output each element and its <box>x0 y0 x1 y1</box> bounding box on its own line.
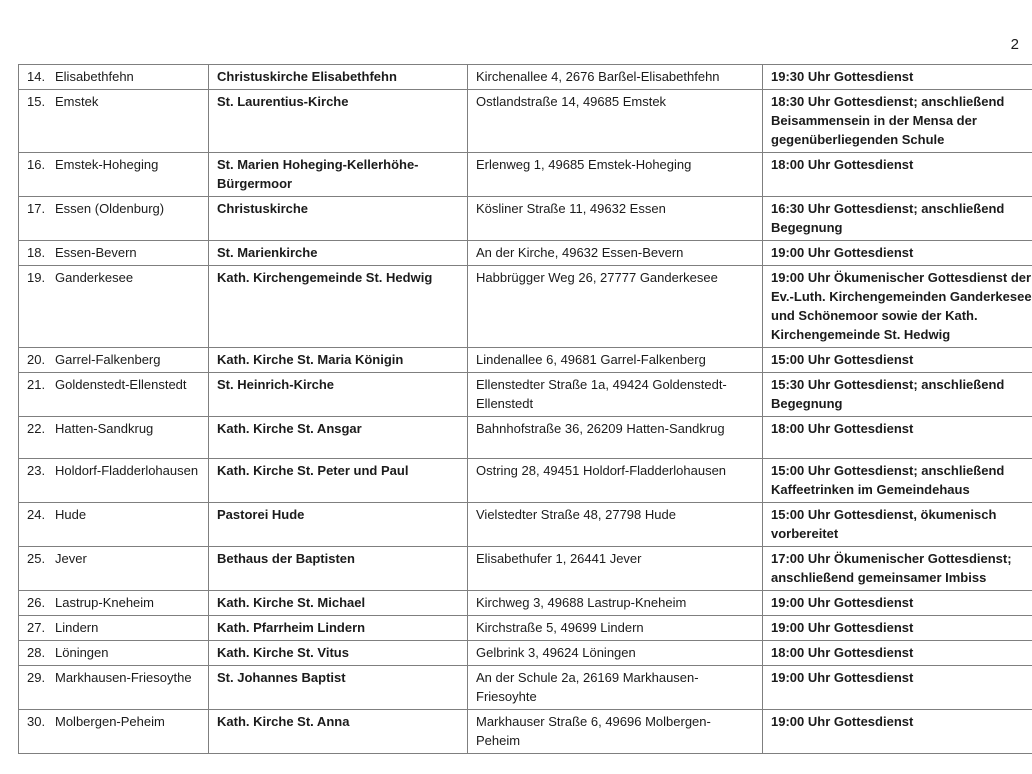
place-name: Elisabethfehn <box>55 69 134 84</box>
church-cell: Kath. Kirche St. Michael <box>209 591 468 616</box>
church-cell: Kath. Kirchengemeinde St. Hedwig <box>209 266 468 348</box>
church-cell: St. Marien Hoheging-Kellerhöhe-Bürgermoor <box>209 153 468 197</box>
address-cell: An der Schule 2a, 26169 Markhausen-Friesoyhte <box>468 666 763 710</box>
table-row <box>19 641 1032 666</box>
place-name: Hatten-Sandkrug <box>55 421 154 436</box>
row-number: 22. <box>27 421 46 436</box>
place-cell <box>19 666 209 710</box>
address-cell: Bahnhofstraße 36, 26209 Hatten-Sandkrug <box>468 417 763 459</box>
place-name: Jever <box>55 551 87 566</box>
service-cell: 18:00 Uhr Gottesdienst <box>763 153 1032 197</box>
place-cell <box>19 547 209 591</box>
place-name: Lastrup-Kneheim <box>55 595 154 610</box>
place-name: Essen-Bevern <box>55 245 137 260</box>
place-cell <box>19 459 209 503</box>
service-cell: 19:00 Uhr Gottesdienst <box>763 710 1032 754</box>
table-row <box>19 503 1032 547</box>
row-number: 21. <box>27 377 46 392</box>
church-cell: Kath. Kirche St. Vitus <box>209 641 468 666</box>
service-cell: 19:00 Uhr Gottesdienst <box>763 666 1032 710</box>
service-cell: 18:00 Uhr Gottesdienst <box>763 417 1032 459</box>
place-cell <box>19 710 209 754</box>
row-number: 28. <box>27 645 46 660</box>
place-name: Holdorf-Fladderlohausen <box>55 463 199 478</box>
place-cell <box>19 241 209 266</box>
service-cell: 15:00 Uhr Gottesdienst <box>763 348 1032 373</box>
place-name: Löningen <box>55 645 109 660</box>
table-row <box>19 616 1032 641</box>
row-number: 27. <box>27 620 46 635</box>
address-cell: An der Kirche, 49632 Essen-Bevern <box>468 241 763 266</box>
place-cell <box>19 641 209 666</box>
service-cell: 18:30 Uhr Gottesdienst; anschließend Beisammensein in der Mensa der gegenüberliegenden Schule <box>763 90 1032 153</box>
table-row <box>19 666 1032 710</box>
place-cell <box>19 153 209 197</box>
place-cell <box>19 417 209 459</box>
address-cell: Habbrügger Weg 26, 27777 Ganderkesee <box>468 266 763 348</box>
service-cell: 19:30 Uhr Gottesdienst <box>763 65 1032 90</box>
service-cell: 15:00 Uhr Gottesdienst; anschließend Kaffeetrinken im Gemeindehaus <box>763 459 1032 503</box>
address-cell: Kirchweg 3, 49688 Lastrup-Kneheim <box>468 591 763 616</box>
table-row <box>19 547 1032 591</box>
church-cell: Kath. Kirche St. Peter und Paul <box>209 459 468 503</box>
address-cell: Ostlandstraße 14, 49685 Emstek <box>468 90 763 153</box>
table-row <box>19 417 1032 459</box>
service-cell: 19:00 Uhr Gottesdienst <box>763 591 1032 616</box>
row-number: 18. <box>27 245 46 260</box>
place-name: Ganderkesee <box>55 270 134 285</box>
service-cell: 16:30 Uhr Gottesdienst; anschließend Begegnung <box>763 197 1032 241</box>
church-cell: Kath. Kirche St. Anna <box>209 710 468 754</box>
row-number: 14. <box>27 69 46 84</box>
table-row <box>19 65 1032 90</box>
church-cell: Kath. Kirche St. Maria Königin <box>209 348 468 373</box>
address-cell: Vielstedter Straße 48, 27798 Hude <box>468 503 763 547</box>
church-cell: Pastorei Hude <box>209 503 468 547</box>
place-cell <box>19 266 209 348</box>
row-number: 16. <box>27 157 46 172</box>
address-cell: Kösliner Straße 11, 49632 Essen <box>468 197 763 241</box>
address-cell: Gelbrink 3, 49624 Löningen <box>468 641 763 666</box>
table-row <box>19 348 1032 373</box>
row-number: 20. <box>27 352 46 367</box>
place-name: Molbergen-Peheim <box>55 714 165 729</box>
church-cell: Kath. Kirche St. Ansgar <box>209 417 468 459</box>
page-number: 2 <box>1010 36 1019 53</box>
service-cell: 19:00 Uhr Gottesdienst <box>763 616 1032 641</box>
row-number: 25. <box>27 551 46 566</box>
church-cell: Bethaus der Baptisten <box>209 547 468 591</box>
address-cell: Markhauser Straße 6, 49696 Molbergen-Peheim <box>468 710 763 754</box>
place-cell <box>19 503 209 547</box>
row-number: 19. <box>27 270 46 285</box>
place-cell <box>19 591 209 616</box>
table-row <box>19 197 1032 241</box>
row-number: 23. <box>27 463 46 478</box>
address-cell: Elisabethufer 1, 26441 Jever <box>468 547 763 591</box>
place-cell <box>19 90 209 153</box>
place-cell <box>19 373 209 417</box>
place-name: Markhausen-Friesoythe <box>55 670 192 685</box>
table-row <box>19 153 1032 197</box>
church-cell: St. Laurentius-Kirche <box>209 90 468 153</box>
church-service-table <box>18 64 1032 754</box>
table-row <box>19 241 1032 266</box>
place-cell <box>19 616 209 641</box>
row-number: 30. <box>27 714 46 729</box>
address-cell: Erlenweg 1, 49685 Emstek-Hoheging <box>468 153 763 197</box>
place-cell <box>19 197 209 241</box>
church-cell: Christuskirche Elisabethfehn <box>209 65 468 90</box>
table-row <box>19 266 1032 348</box>
church-cell: St. Heinrich-Kirche <box>209 373 468 417</box>
place-name: Essen (Oldenburg) <box>55 201 165 216</box>
service-cell: 15:00 Uhr Gottesdienst, ökumenisch vorbereitet <box>763 503 1032 547</box>
row-number: 24. <box>27 507 46 522</box>
table-row <box>19 90 1032 153</box>
place-name: Lindern <box>55 620 99 635</box>
service-cell: 19:00 Uhr Gottesdienst <box>763 241 1032 266</box>
place-cell <box>19 65 209 90</box>
address-cell: Lindenallee 6, 49681 Garrel-Falkenberg <box>468 348 763 373</box>
address-cell: Ostring 28, 49451 Holdorf-Fladderlohausen <box>468 459 763 503</box>
place-name: Emstek-Hoheging <box>55 157 159 172</box>
church-cell: St. Marienkirche <box>209 241 468 266</box>
row-number: 17. <box>27 201 46 216</box>
address-cell: Ellenstedter Straße 1a, 49424 Goldenstedt-Ellenstedt <box>468 373 763 417</box>
row-number: 26. <box>27 595 46 610</box>
service-cell: 15:30 Uhr Gottesdienst; anschließend Begegnung <box>763 373 1032 417</box>
church-cell: Christuskirche <box>209 197 468 241</box>
service-cell: 19:00 Uhr Ökumenischer Gottesdienst der Ev.-Luth. Kirchengemeinden Ganderkesee und Schönemoor sowie der Kath. Kirchengemeinde St. Hedwig <box>763 266 1032 348</box>
place-name: Emstek <box>55 94 99 109</box>
table-row <box>19 710 1032 754</box>
table-row <box>19 373 1032 417</box>
table-row <box>19 459 1032 503</box>
row-number: 29. <box>27 670 46 685</box>
service-cell: 17:00 Uhr Ökumenischer Gottesdienst; anschließend gemeinsamer Imbiss <box>763 547 1032 591</box>
church-cell: St. Johannes Baptist <box>209 666 468 710</box>
church-cell: Kath. Pfarrheim Lindern <box>209 616 468 641</box>
address-cell: Kirchstraße 5, 49699 Lindern <box>468 616 763 641</box>
place-cell <box>19 348 209 373</box>
place-name: Goldenstedt-Ellenstedt <box>55 377 187 392</box>
place-name: Hude <box>55 507 87 522</box>
place-name: Garrel-Falkenberg <box>55 352 161 367</box>
address-cell: Kirchenallee 4, 2676 Barßel-Elisabethfehn <box>468 65 763 90</box>
row-number: 15. <box>27 94 46 109</box>
table-row <box>19 591 1032 616</box>
service-cell: 18:00 Uhr Gottesdienst <box>763 641 1032 666</box>
